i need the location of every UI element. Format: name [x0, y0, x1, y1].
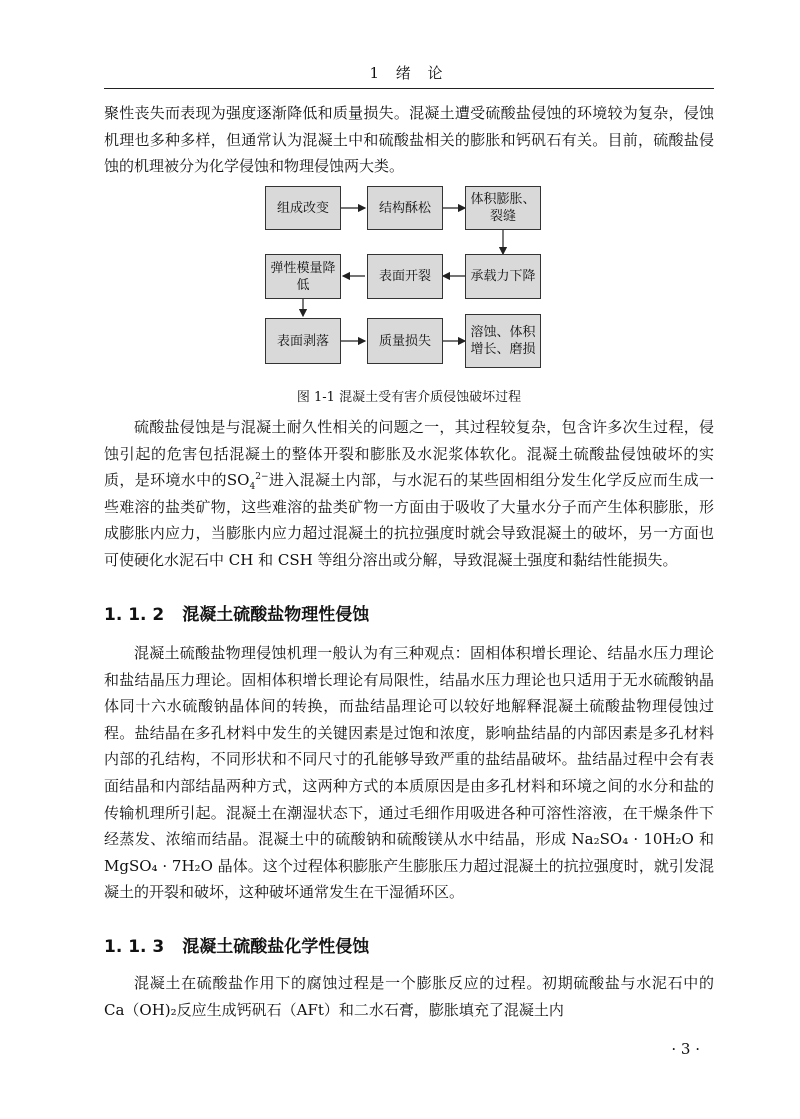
- paragraph-1: [104, 100, 714, 180]
- flow-box-volume-expansion: 体积膨胀、裂缝: [465, 186, 541, 230]
- paragraph-1-text: 聚性丧失而表现为强度逐渐降低和质量损失。混凝土遭受硫酸盐侵蚀的环境较为复杂，侵蚀机理也多种多样，但通常认为混凝土中和硫酸盐相关的膨胀和钙矾石有关。目前，硫酸盐侵蚀的机理被分为化学侵蚀和物理侵蚀两大类。: [104, 104, 714, 176]
- flow-box-modulus-decrease: 弹性模量降低: [265, 254, 341, 299]
- section-title: 混凝土硫酸盐化学性侵蚀: [182, 937, 370, 957]
- figure-caption: 图 1-1 混凝土受有害介质侵蚀破坏过程: [296, 390, 522, 405]
- running-header: 1 绪 论: [369, 64, 449, 82]
- flow-box-composition-change: 组成改变: [265, 186, 341, 230]
- paragraph-3-text: 混凝土硫酸盐物理侵蚀机理一般认为有三种观点：固相体积增长理论、结晶水压力理论和盐结晶压力理论。固相体积增长理论有局限性，结晶水压力理论也只适用于无水硫酸钠晶体同十六水硫酸钠晶体间的转换，而盐结晶理论可以较好地解释混凝土硫酸盐物理侵蚀过程。盐结晶在多孔材料中发生的关键因素是过饱和浓度，影响盐结晶的内部因素是多孔材料内部的孔结构，不同形状和不同尺寸的孔能够导致严重的盐结晶破坏。盐结晶过程中会有表面结晶和内部结晶两种方式，这两种方式的本质原因是由多孔材料和环境之间的水分和盐的传输机理所引起。混凝土在潮湿状态下，通过毛细作用吸进各种可溶性溶液，在干燥条件下经蒸发、浓缩而结晶。混凝土中的硫酸钠和硫酸镁从水中结晶，形成 Na₂SO₄ · 10H₂O 和 MgSO₄ · 7H₂O 晶体。这个过程体积膨胀产生膨胀压力超过混凝土的抗拉强度时，就引发混凝土的开裂和破坏，这种破坏通常发生在干湿循环区。: [104, 644, 714, 902]
- paragraph-3: [104, 640, 714, 906]
- section-heading-1-1-2: [104, 600, 369, 625]
- header-rule: [104, 88, 714, 89]
- flow-box-dissolution: 溶蚀、体积增长、磨损: [465, 314, 541, 368]
- paragraph-2-part-b: 进入混凝土内部，与水泥石的某些固相组分发生化学反应而生成一些难溶的盐类矿物，这些难溶的盐类矿物一方面由于吸收了大量水分子而产生体积膨胀，形成膨胀内应力，当膨胀内应力超过混凝土的抗拉强度时就会导致混凝土的破坏，另一方面也可使硬化水泥石中 CH 和 CSH 等组分溶出或分解，导致混凝土强度和黏结性能损失。: [104, 471, 714, 569]
- flow-box-surface-cracking: 表面开裂: [367, 254, 443, 299]
- paragraph-2-part-a: 硫酸盐侵蚀是与混凝土耐久性相关的问题之一，其过程较复杂，包含许多次生过程，侵蚀引起的危害包括混凝土的整体开裂和膨胀及水泥浆体软化。混凝土硫酸盐侵蚀破坏的实质，是环境水中的: [104, 418, 714, 490]
- section-heading-1-1-3: [104, 932, 369, 957]
- flow-box-mass-loss: 质量损失: [367, 318, 443, 364]
- flow-box-surface-spalling: 表面剥落: [265, 318, 341, 364]
- sulfate-ion: $SO_4^{2-}$: [226, 471, 269, 493]
- paragraph-2-text: [104, 414, 714, 574]
- flow-box-capacity-decrease: 承载力下降: [465, 254, 541, 299]
- section-number: 1. 1. 3: [104, 937, 165, 957]
- flow-box-structure-loosening: 结构酥松: [367, 186, 443, 230]
- paragraph-4: [104, 970, 714, 1023]
- section-number: 1. 1. 2: [104, 605, 165, 625]
- paragraph-2: [104, 414, 714, 574]
- paragraph-4-text: 混凝土在硫酸盐作用下的腐蚀过程是一个膨胀反应的过程。初期硫酸盐与水泥石中的 Ca（OH)₂反应生成钙矾石（AFt）和二水石膏，膨胀填充了混凝土内: [104, 974, 714, 1019]
- flow-diagram: [265, 186, 555, 376]
- page-number: · 3 ·: [671, 1040, 700, 1058]
- section-title: 混凝土硫酸盐物理性侵蚀: [182, 605, 370, 625]
